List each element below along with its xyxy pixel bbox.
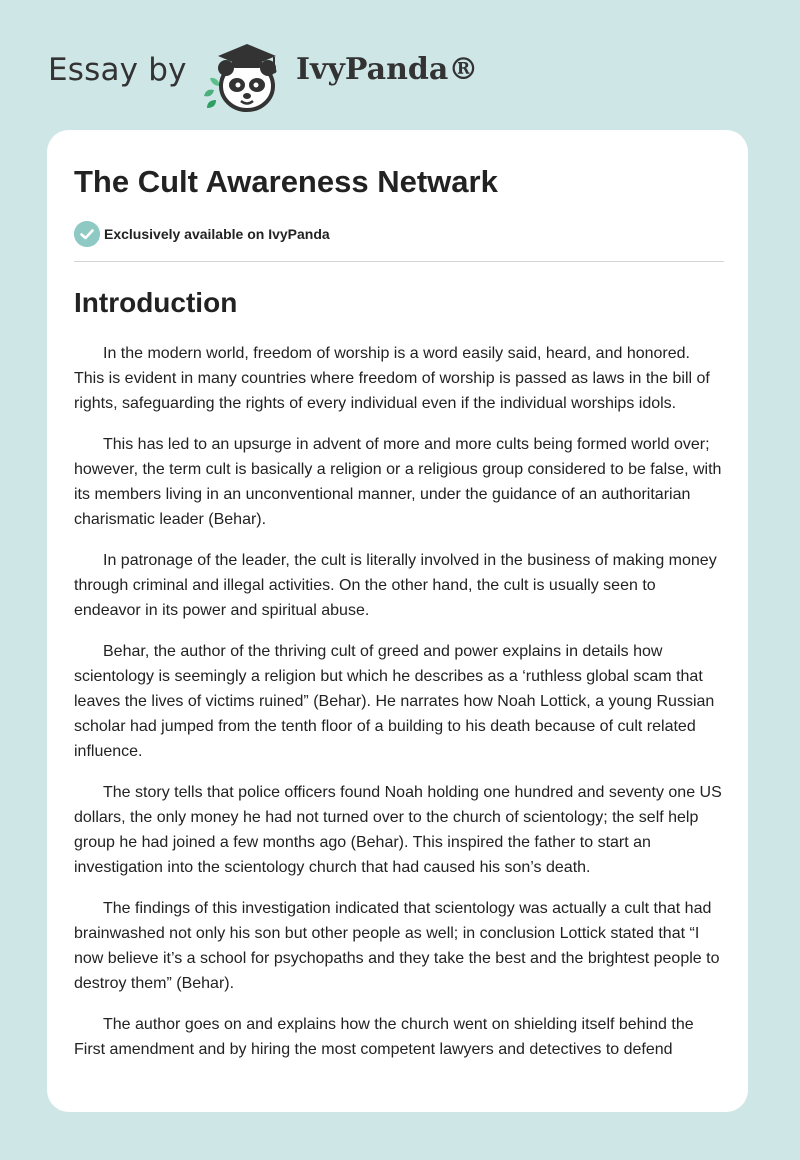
essay-title: The Cult Awareness Netwark [74,164,498,199]
paragraph: In the modern world, freedom of worship is a word easily said, heard, and honored. This is evident in many countries where freedom of worship is passed as laws in the bill of rights, safeguarding the rights of every individual even if the individual worships idols. [74,345,710,412]
site-header [48,34,548,114]
paragraph: The findings of this investigation indicated that scientology was actually a cult that had brainwashed not only his son but other people as well; in conclusion Lottick stated that “I now believe it’s a school for psychopaths and they take the best and the brightest people to destroy them” (Behar). [74,900,720,992]
check-circle-icon [74,221,100,247]
section-heading: Introduction [74,287,238,318]
paragraph: This has led to an upsurge in advent of more and more cults being formed world over; however, the term cult is basically a religion or a religious group considered to be false, with its members living in an unconventional manner, under the guidance of an authoritarian charismatic leader (Behar). [74,436,722,528]
divider [74,261,724,262]
paragraph: In patronage of the leader, the cult is literally involved in the business of making money through criminal and illegal activities. On the other hand, the cult is usually seen to endeavor in its power and spiritual abuse. [74,552,717,619]
paragraph: The author goes on and explains how the church went on shielding itself behind the First amendment and by hiring the most competent lawyers and detectives to defend [74,1016,694,1058]
essay-body [74,341,724,1078]
badge-label: Exclusively available on IvyPanda [104,226,330,242]
exclusive-badge [74,221,474,247]
brand-name: IvyPanda® [296,52,479,87]
essay-card [47,130,748,1112]
paragraph: The story tells that police officers found Noah holding one hundred and seventy one US dollars, the only money he had not turned over to the church of scientology; the self help group he had joined a few months ago (Behar). This inspired the father to start an investigation into the scientology church that had caused his son’s death. [74,784,722,876]
brand-prefix: Essay by [48,52,187,88]
paragraph: Behar, the author of the thriving cult of greed and power explains in details how scientology is seemingly a religion but which he describes as a ‘ruthless global scam that leaves the lives of victims ruined” (Behar). He narrates how Noah Lottick, a young Russian scholar had jumped from the tenth floor of a building to his death because of cult related influence. [74,643,715,760]
panda-logo-icon[interactable] [200,38,290,114]
